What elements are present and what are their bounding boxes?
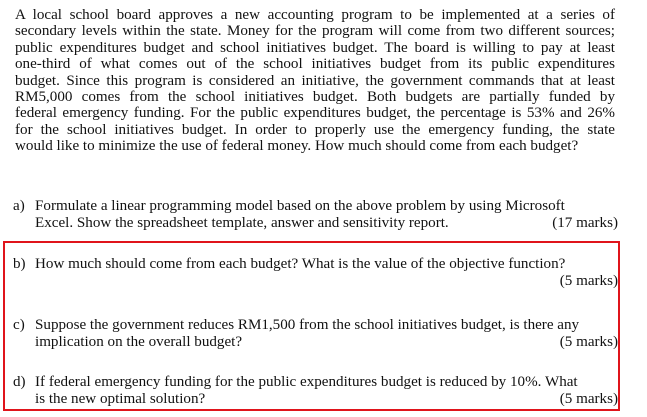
question-b (13, 256, 618, 292)
question-a (13, 198, 618, 234)
question-text: is the new optimal solution? (35, 391, 206, 407)
problem-line: budget. Since this program is considered an initiative, the government commands that at least (15, 72, 615, 89)
question-label: a) (13, 198, 25, 214)
problem-line: A local school board approves a new accounting program to be implemented at a series of (15, 7, 615, 23)
problem-line: federal emergency funding. For the public expenditures budget, the percentage is 53% and 26% (15, 105, 615, 122)
problem-line: public expenditures budget and school initiatives budget. The board is willing to pay at least (15, 39, 615, 56)
problem-line: secondary levels within the state. Money for the program will come from two different sources; (15, 23, 615, 40)
question-text: Excel. Show the spreadsheet template, answer and sensitivity report. (35, 215, 449, 231)
question-marks: (5 marks) (559, 334, 618, 350)
question-marks: (17 marks) (552, 215, 618, 231)
question-marks: (5 marks) (559, 273, 618, 289)
question-label: b) (13, 256, 26, 272)
question-marks: (5 marks) (559, 391, 618, 407)
question-label: d) (13, 374, 26, 390)
question-label: c) (13, 317, 25, 333)
problem-line: would like to minimize the use of federal money. How much should come from each budget? (15, 138, 579, 155)
question-text: Suppose the government reduces RM1,500 from the school initiatives budget, is there any (35, 317, 580, 333)
question-text: implication on the overall budget? (35, 334, 243, 350)
question-text: If federal emergency funding for the public expenditures budget is reduced by 10%. What (35, 374, 578, 390)
question-text: Formulate a linear programming model based on the above problem by using Microsoft (35, 198, 565, 214)
question-c (13, 317, 618, 353)
problem-line: for the school initiatives budget. In order to properly use the emergency funding, the state (15, 121, 615, 138)
question-d (13, 374, 618, 410)
problem-statement (15, 7, 615, 155)
question-text: How much should come from each budget? What is the value of the objective function? (35, 256, 566, 272)
problem-line: RM5,000 comes from the school initiatives budget. Both budgets are partially funded by (15, 89, 615, 106)
problem-line: one-third of what comes out of the school initiatives budget from its public expenditures (15, 56, 615, 73)
